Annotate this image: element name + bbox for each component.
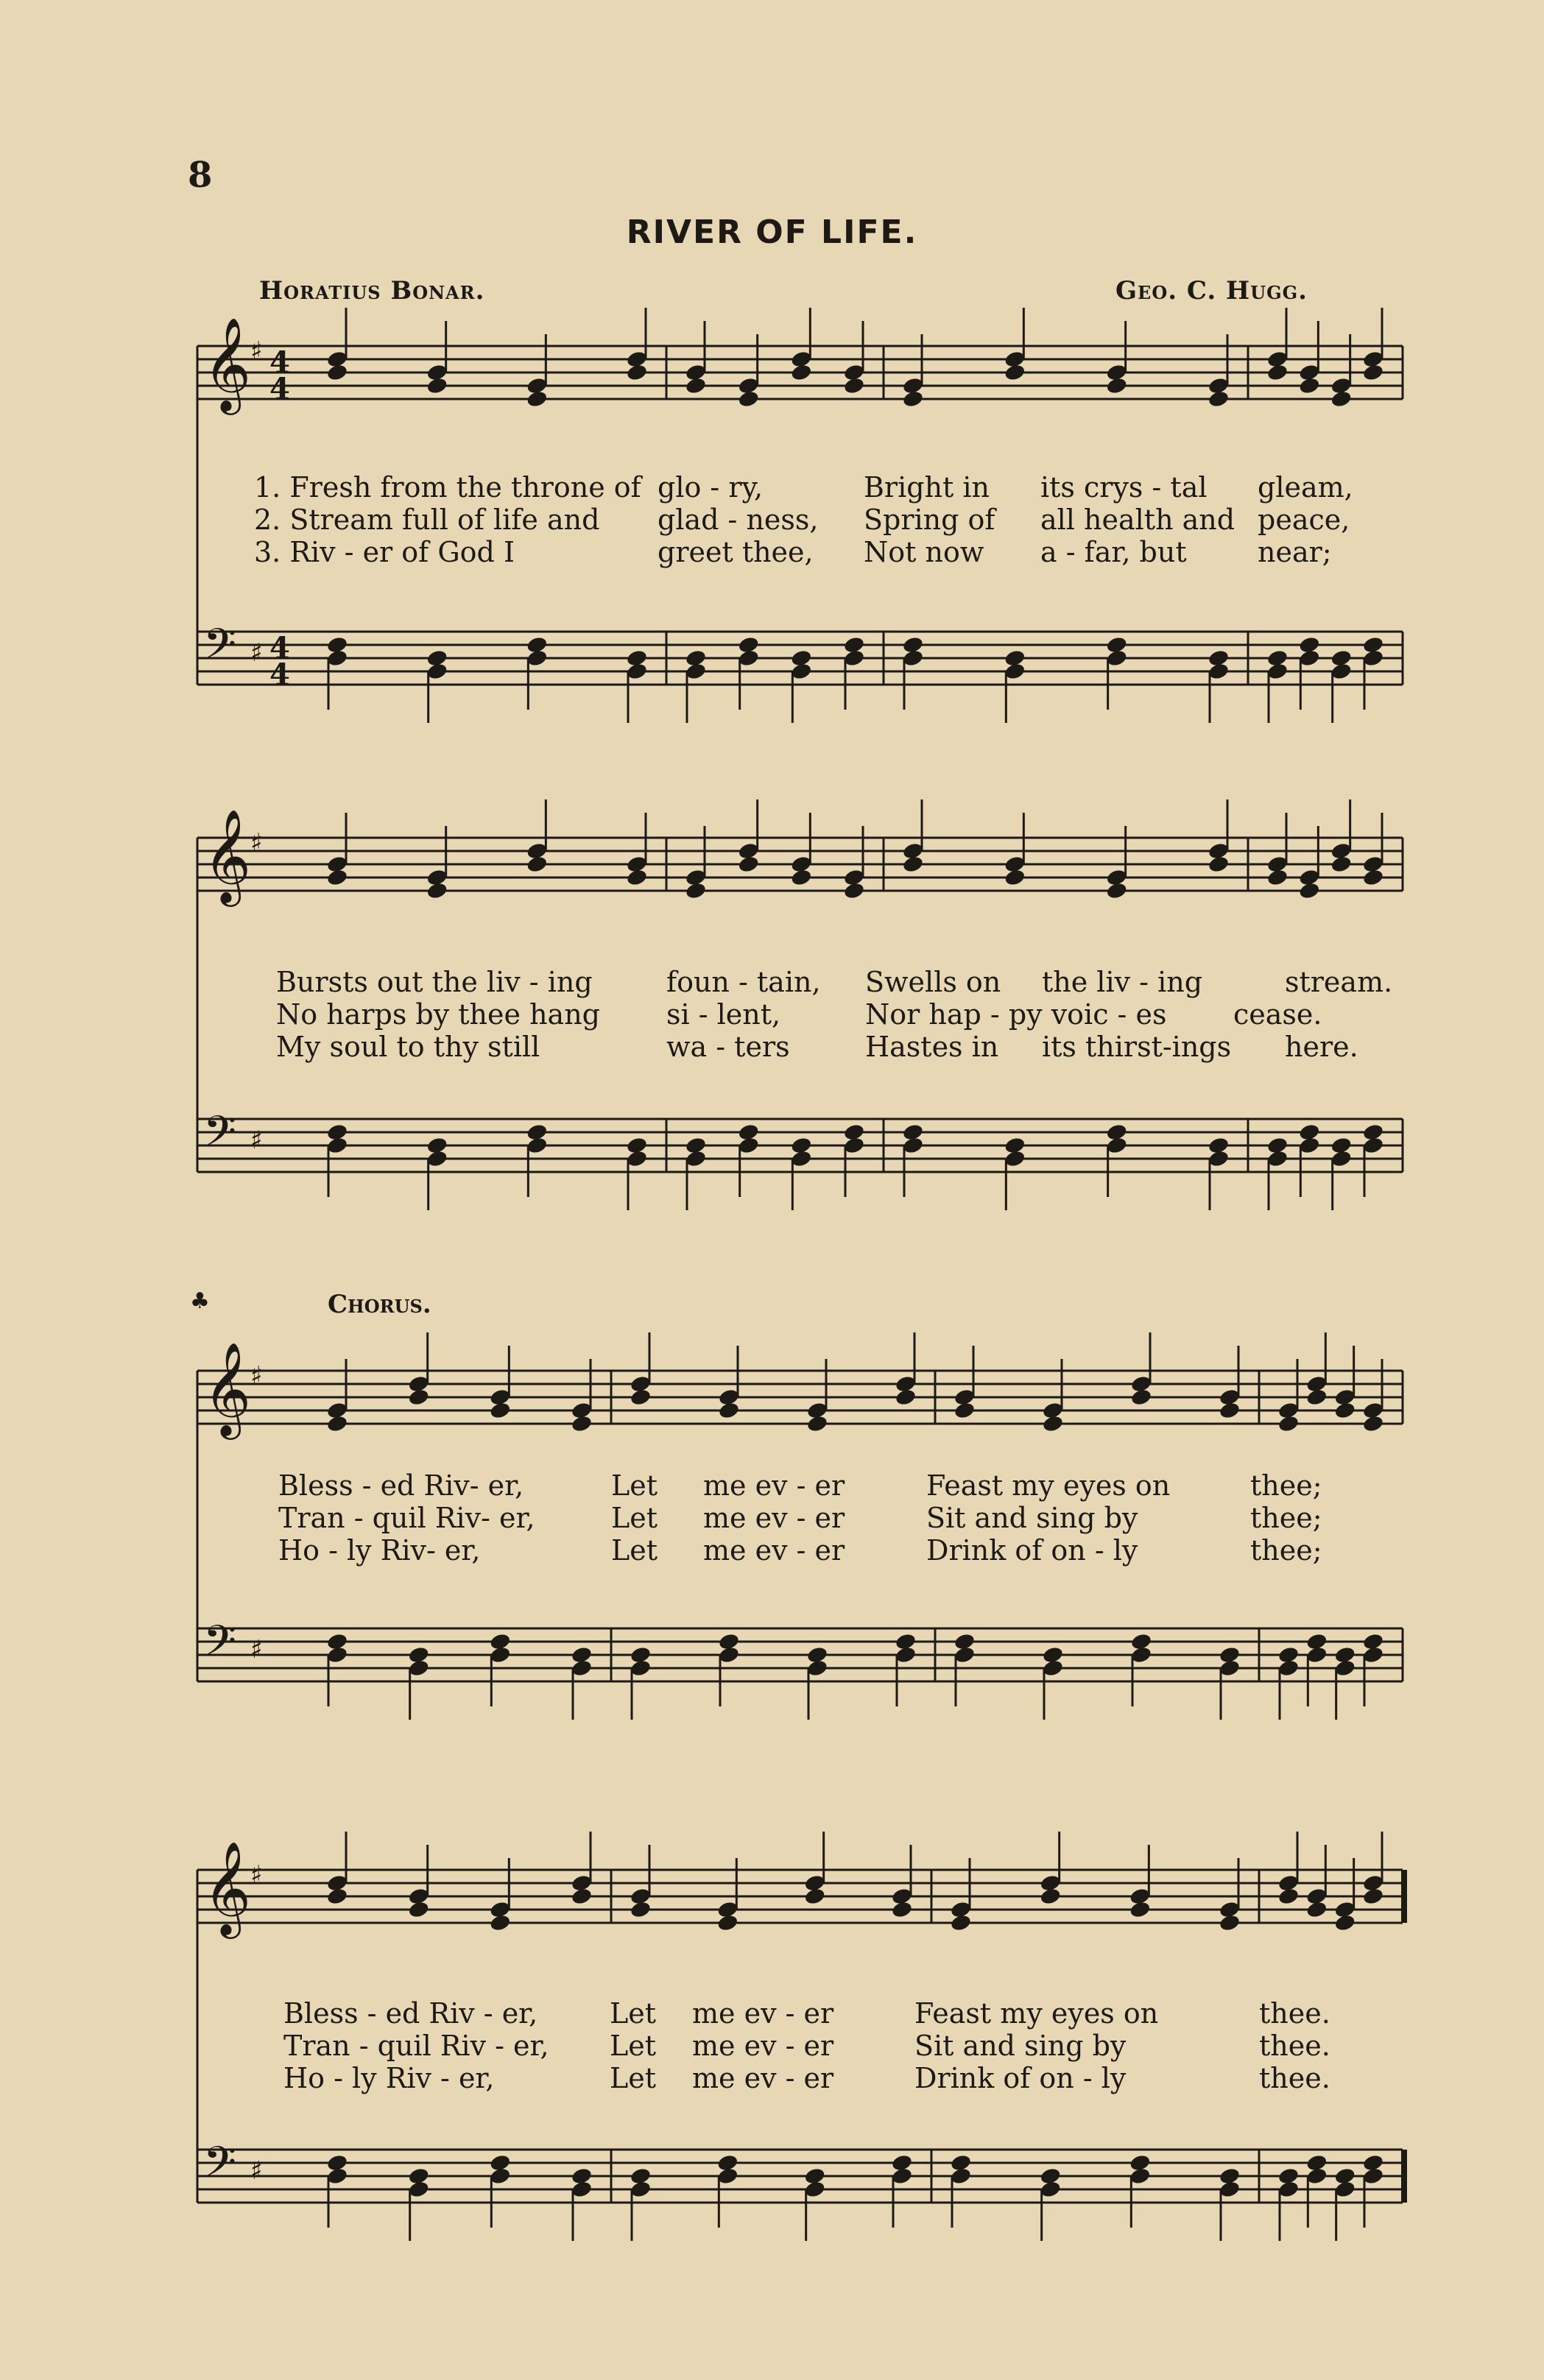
note-head [1042, 1414, 1065, 1433]
note-head [1362, 868, 1385, 887]
lyric-segment: Sit and sing by [914, 2030, 1127, 2062]
lyric-segment: Not now [864, 536, 984, 568]
note-head [953, 1401, 976, 1420]
lyric-segment: all health and [1040, 504, 1235, 536]
chorus-sign-icon: ♣ [190, 1288, 210, 1314]
lyric-verse-3 [276, 1031, 1392, 1063]
note-head [716, 1913, 739, 1932]
lyric-segment: Nor hap - py voic - es [865, 998, 1167, 1031]
lyric-segment: the liv - ing [1042, 966, 1203, 998]
lyric-segment: me ev - er [692, 2062, 834, 2094]
lyric-segment: thee. [1259, 2062, 1330, 2094]
lyric-segment: cease. [1233, 998, 1322, 1031]
lyric-segment: si - lent, [666, 998, 781, 1031]
note-head [326, 1414, 349, 1433]
lyric-segment: foun - tain, [666, 966, 821, 998]
lyric-segment: Drink of on - ly [926, 1534, 1138, 1567]
note-head [1266, 868, 1289, 887]
note-head [526, 389, 549, 409]
note-head [407, 1900, 430, 1919]
note-head [426, 376, 448, 395]
note-head [1362, 1887, 1385, 1906]
lyric-segment: thee; [1250, 1502, 1322, 1534]
lyric-segment: Sit and sing by [926, 1502, 1138, 1534]
time-signature-bottom: 4 [269, 657, 290, 692]
note-head [1330, 389, 1353, 409]
lyric-segment: peace, [1258, 504, 1350, 536]
sharp-icon: ♯ [250, 2156, 263, 2186]
sharp-icon: ♯ [250, 1361, 263, 1391]
note-head [718, 1401, 741, 1420]
lyric-verse-3 [278, 1534, 1322, 1567]
lyric-segment: Bless - ed Riv - er, [283, 1997, 538, 2030]
lyric-segment: Tran - quil Riv- er, [278, 1502, 535, 1534]
note-head [790, 868, 813, 887]
bass-clef-icon: 𝄢 [203, 619, 237, 679]
lyric-verse-3 [283, 2062, 1330, 2094]
note-head [685, 881, 708, 900]
system-2-lyrics [276, 966, 1392, 1063]
bass-clef-icon: 𝄢 [203, 2137, 237, 2197]
note-head [895, 1388, 917, 1407]
note-head [1333, 1401, 1356, 1420]
note-head [685, 376, 708, 395]
sharp-icon: ♯ [250, 1635, 263, 1664]
treble-clef-icon: 𝄞 [203, 808, 252, 903]
composer-credit: Geo. C. Hugg. [1115, 276, 1308, 306]
lyric-segment: wa - ters [666, 1031, 790, 1063]
note-head [1305, 1900, 1328, 1919]
sharp-icon: ♯ [250, 1860, 263, 1890]
note-head [950, 1913, 973, 1932]
note-head [790, 363, 813, 382]
note-head [1105, 881, 1128, 900]
note-head [630, 1388, 652, 1407]
lyric-segment: me ev - er [692, 1997, 834, 2030]
lyric-segment: Feast my eyes on [914, 1997, 1159, 2030]
lyric-segment: Bless - ed Riv- er, [278, 1469, 524, 1502]
lyric-segment: near; [1258, 536, 1332, 568]
note-head [1305, 1388, 1328, 1407]
lyric-segment: thee; [1250, 1469, 1322, 1502]
sharp-icon: ♯ [250, 828, 263, 858]
lyric-segment: Bursts out the liv - ing [276, 966, 593, 998]
note-head [571, 1887, 593, 1906]
note-head [526, 855, 549, 874]
note-head [1298, 376, 1321, 395]
note-head [1277, 1414, 1300, 1433]
lyric-verse-2 [254, 504, 1353, 536]
lyric-segment: Let [610, 1997, 656, 2030]
lyricist-credit: Horatius Bonar. [259, 276, 485, 306]
lyric-segment: No harps by thee hang [276, 998, 601, 1031]
lyric-segment: Feast my eyes on [926, 1469, 1171, 1502]
lyric-segment: Let [611, 1502, 658, 1534]
note-head [737, 389, 760, 409]
note-head [1219, 1913, 1241, 1932]
note-head [1039, 1887, 1062, 1906]
note-head [407, 1388, 430, 1407]
lyric-segment: Let [611, 1469, 658, 1502]
lyric-segment: Drink of on - ly [914, 2062, 1127, 2094]
lyric-segment: Swells on [865, 966, 1001, 998]
lyric-verse-2 [278, 1502, 1322, 1534]
lyric-segment: glo - ry, [658, 471, 764, 504]
treble-clef-icon: 𝄞 [203, 1341, 252, 1436]
lyric-segment: thee. [1259, 2030, 1330, 2062]
lyric-verse-2 [276, 998, 1392, 1031]
lyric-verse-2 [283, 2030, 1330, 2062]
note-head [806, 1414, 829, 1433]
sharp-icon: ♯ [250, 638, 263, 668]
sharp-icon: ♯ [250, 1126, 263, 1155]
lyric-segment: Hastes in [865, 1031, 999, 1063]
lyric-segment: 3. Riv - er of God I [254, 536, 515, 568]
lyric-verse-1 [283, 1997, 1330, 2030]
note-head [1362, 1414, 1385, 1433]
lyric-verse-1 [276, 966, 1392, 998]
note-head [630, 1900, 652, 1919]
lyric-verse-3 [254, 536, 1353, 568]
note-head [737, 855, 760, 874]
lyric-verse-1 [254, 471, 1353, 504]
lyric-segment: 1. Fresh from the throne of [254, 471, 641, 504]
lyric-segment: me ev - er [703, 1469, 845, 1502]
lyric-segment: glad - ness, [658, 504, 819, 536]
lyric-segment: Spring of [864, 504, 995, 536]
hymn-title: RIVER OF LIFE. [626, 213, 918, 251]
final-barline [1401, 1870, 1407, 1923]
lyric-segment: Ho - ly Riv - er, [283, 2062, 495, 2094]
lyric-segment: me ev - er [703, 1502, 845, 1534]
note-head [902, 855, 925, 874]
note-head [1130, 1388, 1153, 1407]
time-signature-top: 4 [269, 631, 290, 665]
note-head [326, 1887, 349, 1906]
note-head [891, 1900, 914, 1919]
page-number: 8 [188, 155, 213, 196]
lyric-segment: stream. [1285, 966, 1393, 998]
note-head [1333, 1913, 1356, 1932]
note-head [571, 1414, 593, 1433]
bass-clef-icon: 𝄢 [203, 1106, 237, 1167]
bass-clef-icon: 𝄢 [203, 1616, 237, 1676]
lyric-segment: me ev - er [692, 2030, 834, 2062]
lyric-segment: Ho - ly Riv- er, [278, 1534, 481, 1567]
time-signature-bottom: 4 [269, 372, 290, 406]
lyric-segment: My soul to thy still [276, 1031, 540, 1063]
lyric-segment: gleam, [1258, 471, 1353, 504]
lyric-segment: thee; [1250, 1534, 1322, 1567]
note-head [843, 376, 866, 395]
note-head [902, 389, 925, 409]
lyric-segment: Let [610, 2062, 656, 2094]
note-head [1277, 1887, 1300, 1906]
lyric-segment: its crys - tal [1040, 471, 1208, 504]
lyric-segment: its thirst-ings [1042, 1031, 1232, 1063]
note-head [489, 1401, 512, 1420]
note-head [326, 868, 349, 887]
note-head [626, 363, 649, 382]
final-barline [1401, 2150, 1407, 2203]
lyric-segment: Let [611, 1534, 658, 1567]
chorus-lyrics [278, 1469, 1322, 1567]
lyric-segment: Let [610, 2030, 656, 2062]
note-head [1208, 389, 1230, 409]
note-head [843, 881, 866, 900]
note-head [1219, 1401, 1241, 1420]
time-signature-top: 4 [269, 345, 290, 380]
lyric-segment: thee. [1259, 1997, 1330, 2030]
note-head [1266, 363, 1289, 382]
lyric-segment: me ev - er [703, 1534, 845, 1567]
note-head [1298, 881, 1321, 900]
note-head [1362, 363, 1385, 382]
lyric-segment: here. [1285, 1031, 1358, 1063]
sharp-icon: ♯ [250, 336, 263, 366]
final-lyrics [283, 1997, 1330, 2094]
lyric-segment: a - far, but [1040, 536, 1187, 568]
note-head [1004, 868, 1026, 887]
treble-clef-icon: 𝄞 [203, 317, 252, 411]
lyric-segment: greet thee, [658, 536, 814, 568]
lyric-verse-1 [278, 1469, 1322, 1502]
note-head [1330, 855, 1353, 874]
note-head [1105, 376, 1128, 395]
note-head [1208, 855, 1230, 874]
chorus-label: Chorus. [328, 1290, 431, 1319]
note-head [626, 868, 649, 887]
note-head [1129, 1900, 1152, 1919]
note-head [426, 881, 448, 900]
note-head [489, 1913, 512, 1932]
note-head [1004, 363, 1026, 382]
lyric-segment: Bright in [864, 471, 990, 504]
treble-clef-icon: 𝄞 [203, 1840, 252, 1935]
lyric-segment: 2. Stream full of life and [254, 504, 600, 536]
note-head [326, 363, 349, 382]
system-1-lyrics [254, 471, 1353, 568]
lyric-segment: Tran - quil Riv - er, [283, 2030, 549, 2062]
note-head [803, 1887, 826, 1906]
